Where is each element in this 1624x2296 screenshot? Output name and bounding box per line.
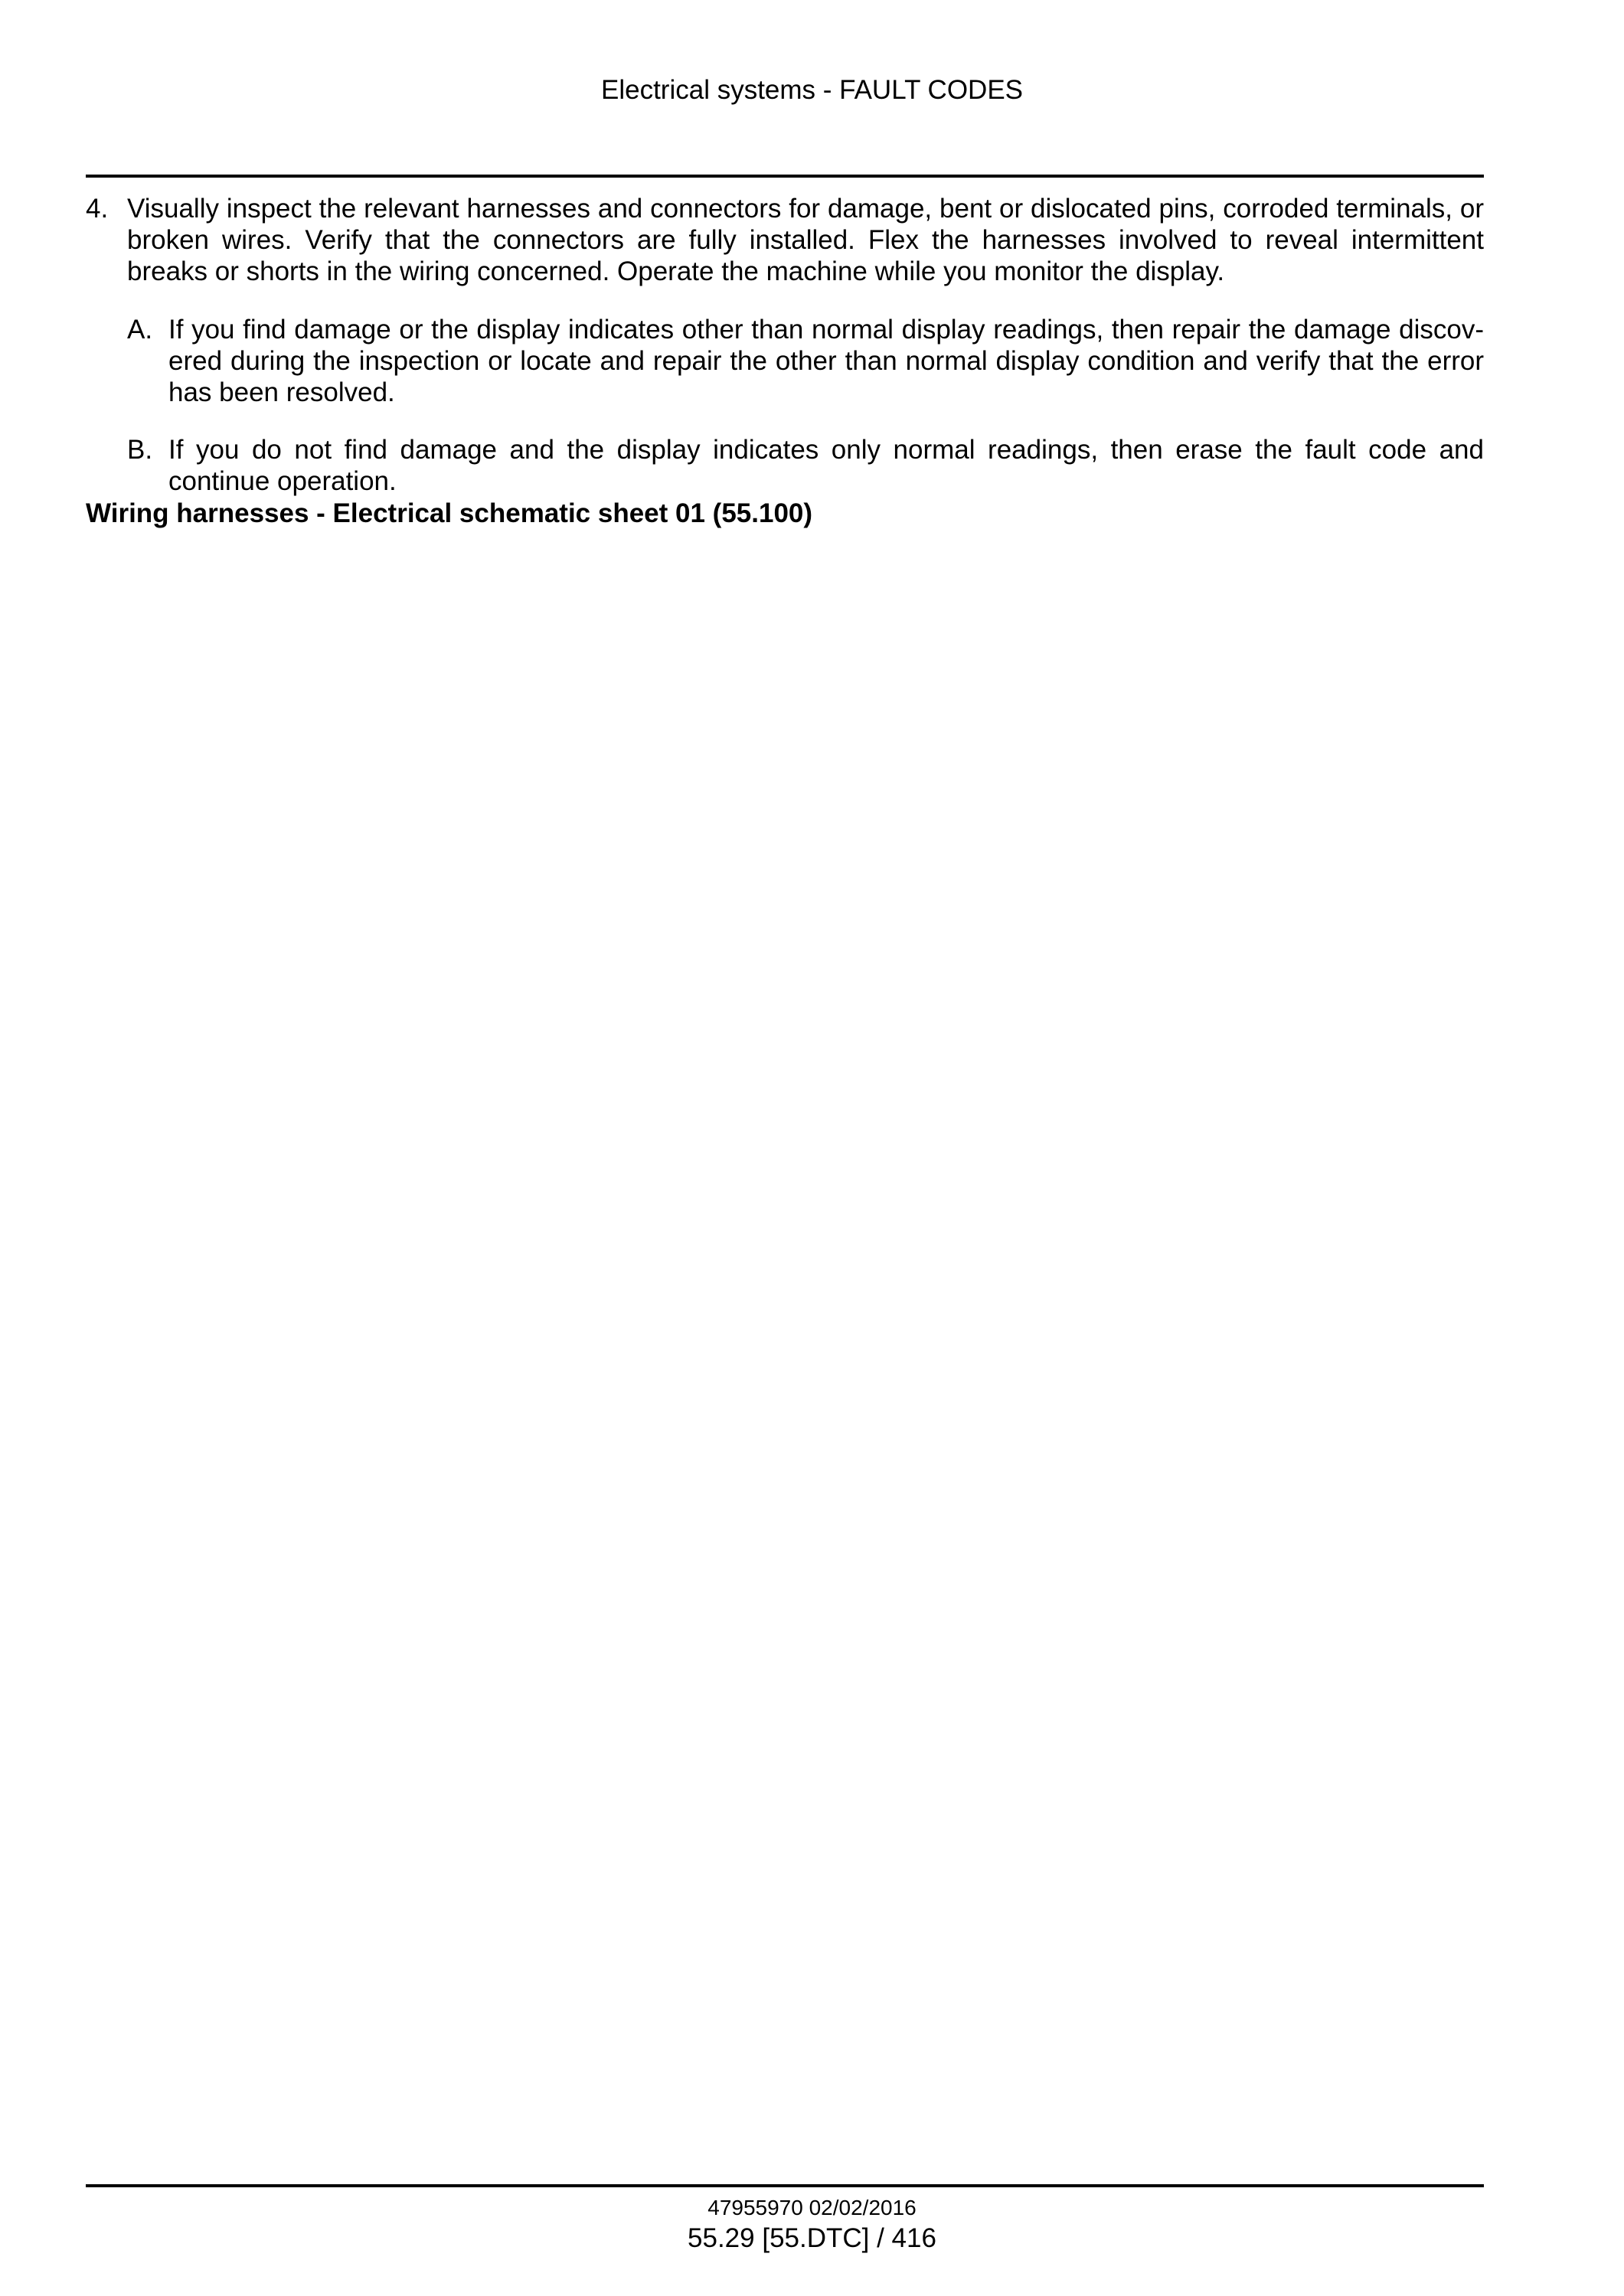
- substep-letter: B.: [127, 435, 153, 465]
- footer-divider: [86, 2184, 1484, 2187]
- substep-a: [127, 314, 1484, 408]
- step-number: 4.: [86, 194, 109, 224]
- substep-letter: A.: [127, 315, 153, 345]
- footer-doc-id: 47955970 02/02/2016: [707, 2196, 917, 2219]
- footer-page-number: 55.29 [55.DTC] / 416: [688, 2223, 936, 2253]
- page-header-title: Electrical systems - FAULT CODES: [600, 75, 1024, 105]
- substep-text: If you do not find damage and the display indicates only normal readings, then erase the fault code and continue operation.: [168, 435, 1484, 496]
- step-text: Visually inspect the relevant harnesses and connectors for damage, bent or dislocated pins, corroded terminals, or broken wires. Verify that the connectors are fully installed. Flex the harnesses involved to reveal intermittent breaks or shorts in the wiring concerned. Operate the machine while you monitor the display.: [127, 194, 1484, 286]
- procedure-step: [86, 193, 1484, 287]
- section-heading-link[interactable]: Wiring harnesses - Electrical schematic sheet 01 (55.100): [86, 498, 813, 528]
- substep-text: If you find damage or the display indicates other than normal display readings, then repair the damage discov-ered during the inspection or locate and repair the other than normal display condition and verify that the error has been resolved.: [168, 315, 1484, 407]
- substep-b: [127, 434, 1484, 497]
- header-divider: [86, 175, 1484, 178]
